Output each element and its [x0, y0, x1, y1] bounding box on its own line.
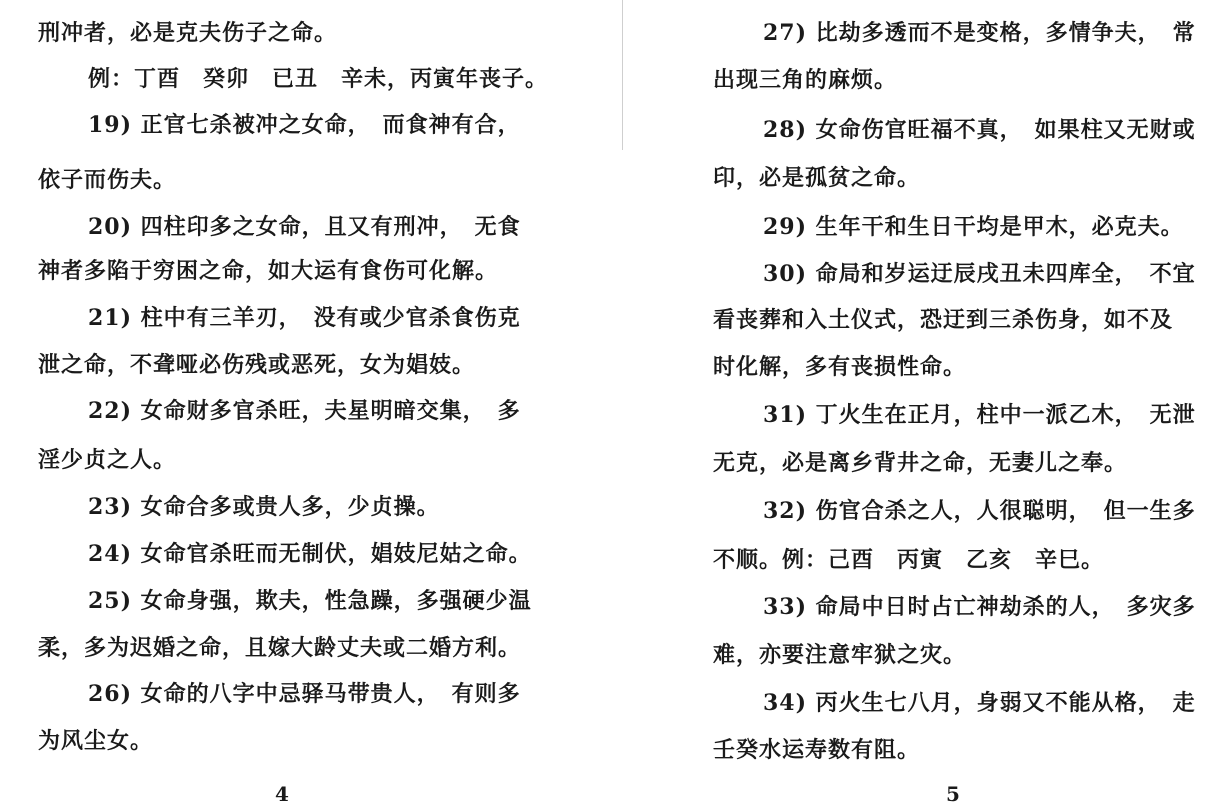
text-line: 26) 女命的八字中忌驿马带贵人， 有则多 — [88, 681, 521, 707]
text-line: 28) 女命伤官旺福不真， 如果柱又无财或 — [763, 117, 1196, 143]
text-line: 22) 女命财多官杀旺，夫星明暗交集， 多 — [88, 398, 521, 424]
text-line: 34) 丙火生七八月，身弱又不能从格， 走 — [763, 690, 1196, 716]
text-line: 印，必是孤贫之命。 — [713, 165, 921, 191]
text-line: 例：丁酉 癸卯 已丑 辛未，丙寅年丧子。 — [88, 66, 549, 92]
text-line: 出现三角的麻烦。 — [713, 67, 898, 93]
text-line: 泄之命，不聋哑必伤残或恶死，女为娼妓。 — [38, 352, 476, 378]
text-line: 31) 丁火生在正月，柱中一派乙木， 无泄 — [763, 402, 1196, 428]
text-line: 为风尘女。 — [38, 728, 154, 754]
text-line: 神者多陷于穷困之命，如大运有食伤可化解。 — [38, 258, 499, 284]
text-line: 30) 命局和岁运迂辰戌丑未四库全， 不宜 — [763, 261, 1196, 287]
text-line: 23) 女命合多或贵人多，少贞操。 — [88, 494, 440, 520]
text-line: 24) 女命官杀旺而无制伏，娼妓尼姑之命。 — [88, 541, 532, 567]
text-line: 33) 命局中日时占亡神劫杀的人， 多灾多 — [763, 594, 1196, 620]
page-gutter — [622, 0, 623, 150]
page-number: 5 — [946, 782, 960, 806]
text-line: 依子而伤夫。 — [38, 167, 177, 193]
text-line: 淫少贞之人。 — [38, 447, 177, 473]
text-line: 无克，必是离乡背井之命，无妻儿之奉。 — [713, 450, 1128, 476]
text-line: 刑冲者，必是克夫伤子之命。 — [38, 20, 338, 46]
text-line: 看丧葬和入土仪式，恐迂到三杀伤身，如不及 — [713, 307, 1174, 333]
text-line: 柔，多为迟婚之命，且嫁大龄丈夫或二婚方利。 — [38, 635, 522, 661]
right-page — [628, 0, 1228, 806]
text-line: 21) 柱中有三羊刃， 没有或少官杀食伤克 — [88, 305, 521, 331]
text-line: 难，亦要注意牢狱之灾。 — [713, 642, 967, 668]
text-line: 19) 正官七杀被冲之女命， 而食神有合， — [88, 112, 521, 138]
text-line: 29) 生年干和生日干均是甲木，必克夫。 — [763, 214, 1184, 240]
page-number: 4 — [275, 782, 289, 806]
text-line: 时化解，多有丧损性命。 — [713, 354, 967, 380]
text-line: 32) 伤官合杀之人，人很聪明， 但一生多 — [763, 498, 1196, 524]
text-line: 27) 比劫多透而不是变格，多情争夫， 常 — [763, 20, 1196, 46]
text-line: 20) 四柱印多之女命，且又有刑冲， 无食 — [88, 214, 521, 240]
text-line: 25) 女命身强，欺夫，性急躁，多强硬少温 — [88, 588, 532, 614]
text-line: 壬癸水运寿数有阻。 — [713, 737, 921, 763]
text-line: 不顺。例：己酉 丙寅 乙亥 辛巳。 — [713, 547, 1105, 573]
